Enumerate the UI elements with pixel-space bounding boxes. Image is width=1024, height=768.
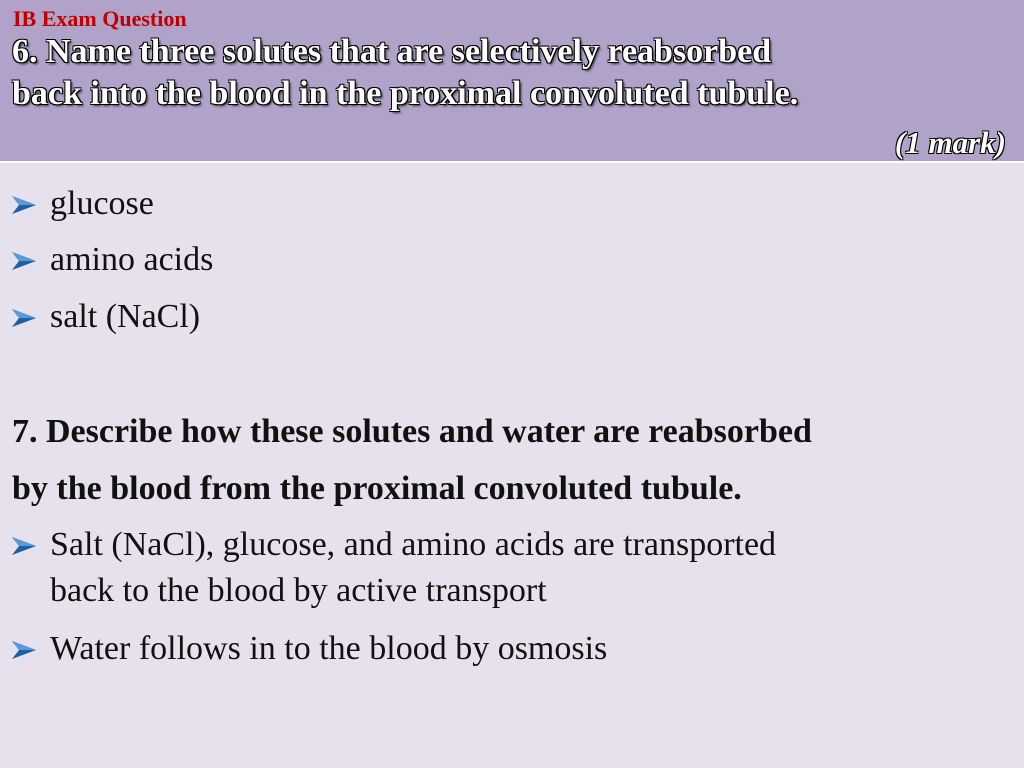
answer-active-transport-line-2: back to the blood by active transport [50, 572, 547, 609]
question-6-line-1: 6. Name three solutes that are selectively reabsorbed [12, 33, 772, 70]
chevron-right-icon [12, 309, 36, 327]
question-6 [12, 31, 1017, 115]
answer-salt: salt (NaCl) [50, 298, 201, 335]
answer-active-transport [50, 522, 776, 614]
question-7-line-1: 7. Describe how these solutes and water are reabsorbed [12, 413, 812, 450]
question-7 [12, 403, 1017, 517]
slide-body [0, 163, 1024, 768]
slide-header [0, 0, 1024, 163]
chevron-right-icon [12, 641, 36, 659]
exam-tag: IB Exam Question [13, 6, 187, 31]
answer-glucose: glucose [50, 185, 154, 222]
answer-amino-acids: amino acids [50, 241, 214, 278]
answer-osmosis: Water follows in to the blood by osmosis [50, 630, 608, 667]
marks-label: (1 mark) [894, 125, 1006, 160]
answer-active-transport-line-1: Salt (NaCl), glucose, and amino acids are transported [50, 526, 777, 563]
question-7-line-2: by the blood from the proximal convoluted tubule. [12, 470, 742, 507]
question-6-line-2: back into the blood in the proximal convoluted tubule. [12, 75, 799, 112]
chevron-right-icon [12, 252, 36, 270]
chevron-right-icon [12, 537, 36, 555]
chevron-right-icon [12, 196, 36, 214]
